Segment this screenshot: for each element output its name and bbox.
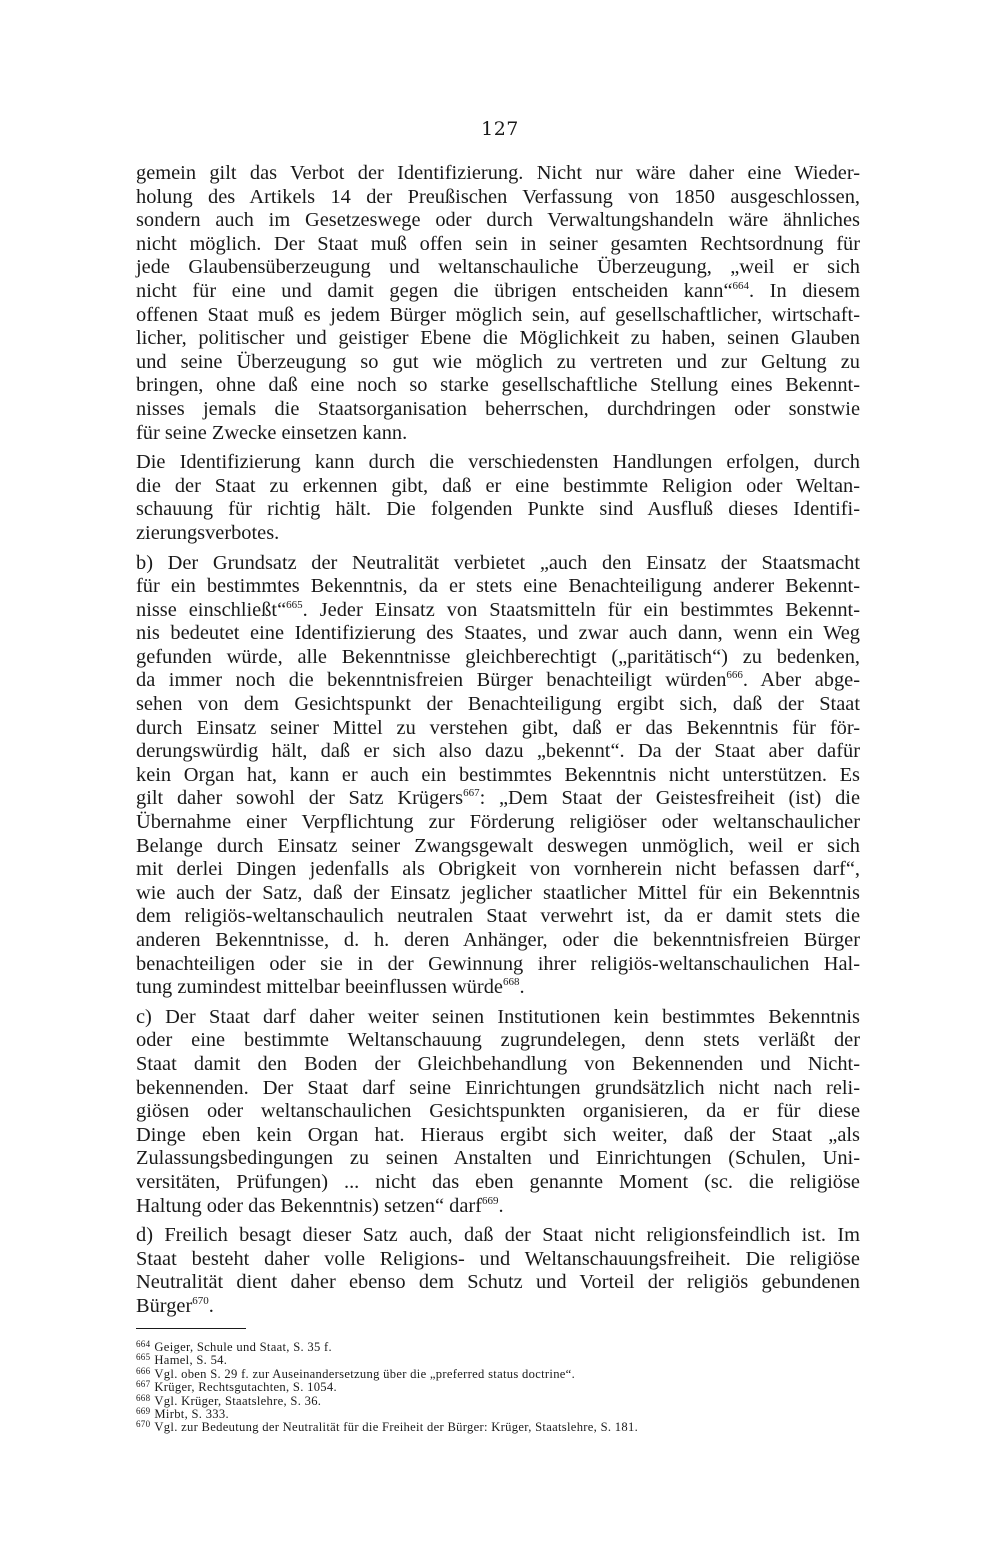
footnote-ref: 670 — [192, 1294, 209, 1307]
page-number: 127 — [481, 118, 519, 140]
text-line: sehen von dem Gesichtspunkt der Benachteiligung ergibt sich, daß der Staat — [136, 693, 860, 716]
text-line: anderen Bekenntnisse, d. h. deren Anhänger, oder die bekenntnisfreien Bürger — [136, 929, 860, 951]
text-line: dem religiös-weltanschaulich neutralen Staat verwehrt ist, da er damit stets die — [136, 905, 860, 928]
text-line: sondern auch im Gesetzeswege oder durch Verwaltungshandeln wäre ähnliches — [136, 209, 860, 232]
text-segment: . — [208, 1294, 214, 1317]
text-line: gefunden würde, alle Bekenntnisse gleichberechtigt („paritätisch“) zu bedenken, — [136, 645, 860, 668]
footnote-number: 664 — [136, 1339, 151, 1349]
text-line: licher, politischer und geistiger Ebene die Möglichkeit zu haben, seinen Glauben — [136, 327, 860, 350]
footnote — [136, 1381, 860, 1394]
footnote-number: 665 — [136, 1352, 151, 1363]
text-line: Staat besteht daher volle Religions- und Weltanschauungsfreiheit. Die religiöse — [136, 1247, 860, 1270]
text-line: die der Staat zu erkennen gibt, daß er eine bestimmte Religion oder Weltan- — [136, 474, 860, 497]
text-line: benachteiligen oder sie in der Gewinnung ihrer religiös-weltanschaulichen Hal- — [136, 952, 860, 975]
text-line: Übernahme einer Verpflichtung zur Förderung religiöser oder weltanschaulicher — [136, 811, 860, 834]
footnote-number: 667 — [136, 1379, 151, 1390]
footnote-number: 669 — [136, 1406, 151, 1417]
text-line: wie auch der Satz, daß der Einsatz jeglicher staatlicher Mittel für ein Bekenntnis — [136, 881, 860, 904]
text-line: holung des Artikels 14 der Preußischen Verfassung von 1850 ausgeschlossen, — [136, 185, 860, 208]
footnote — [136, 1354, 860, 1367]
text-line — [136, 787, 860, 811]
footnote-ref: 664 — [732, 279, 749, 292]
footnote-number: 668 — [136, 1392, 151, 1403]
text-line: oder eine bestimmte Weltanschauung zugrundelegen, denn stets verläßt der — [136, 1029, 860, 1052]
text-line: zierungsverbotes. — [136, 521, 280, 544]
text-line: giösen oder weltanschaulichen Gesichtspunkten organisieren, da er für diese — [136, 1100, 860, 1123]
text-line: derungswürdig hält, daß er sich also dazu „bekennt“. Da der Staat aber dafür — [136, 740, 860, 763]
footnote — [136, 1392, 860, 1408]
paragraph — [136, 1224, 860, 1318]
paragraph — [136, 451, 860, 545]
paragraph — [136, 552, 860, 1000]
text-segment: . Jeder Einsatz von Staatsmitteln für ein bestimmtes Bekennt- — [302, 598, 861, 621]
footnote-ref: 665 — [286, 598, 303, 611]
text-segment: . — [519, 976, 525, 999]
footnote-ref: 666 — [726, 669, 743, 682]
text-line: Zulassungsbedingungen zu seinen Anstalten und Einrichtungen (Schulen, Uni- — [136, 1147, 860, 1170]
text-line: nis bedeutet eine Identifizierung des Staates, und zwar auch dann, wenn ein Weg — [136, 622, 860, 645]
text-line: offenen Staat muß es jedem Bürger möglich sein, auf gesellschaftlicher, wirtschaft- — [136, 303, 860, 326]
text-line — [136, 599, 860, 623]
text-line: Die Identifizierung kann durch die verschiedensten Handlungen erfolgen, durch — [136, 451, 860, 474]
footnote-text: Hamel, S. 54. — [154, 1353, 228, 1368]
text-segment: tung zumindest mittelbar beeinflussen würde — [136, 976, 503, 999]
paragraph — [136, 1006, 860, 1218]
text-line — [136, 669, 860, 693]
footnote-ref: 669 — [481, 1194, 499, 1207]
body-text — [136, 162, 860, 1325]
footnote — [136, 1341, 860, 1354]
footnote — [136, 1421, 860, 1434]
text-segment: gilt daher sowohl der Satz Krügers — [136, 787, 464, 810]
text-segment: nisse einschließt“ — [136, 598, 287, 621]
text-line: jede Glaubensüberzeugung und weltanschauliche Überzeugung, „weil er sich — [136, 256, 860, 279]
footnote-text: Mirbt, S. 333. — [154, 1407, 229, 1422]
text-line: Dinge eben kein Organ hat. Hieraus ergibt sich weiter, daß der Staat „als — [136, 1123, 860, 1146]
text-line: Belange durch Einsatz seiner Zwangsgewalt deswegen unmöglich, weil er sich — [136, 834, 860, 857]
text-line: für seine Zwecke einsetzen kann. — [136, 421, 408, 444]
footnote-ref: 667 — [463, 787, 480, 800]
text-line: und seine Überzeugung so gut wie möglich zu vertreten und zur Geltung zu — [136, 350, 860, 373]
footnote-text: Vgl. Krüger, Staatslehre, S. 36. — [154, 1393, 322, 1408]
text-line: bekennenden. Der Staat darf seine Einrichtungen grundsätzlich nicht nach reli- — [136, 1076, 860, 1099]
footnote-number: 670 — [136, 1419, 151, 1430]
text-line: bringen, ohne daß eine noch so starke gesellschaftliche Stellung eines Bekennt- — [136, 374, 860, 397]
text-line — [136, 1295, 860, 1319]
text-line — [136, 1195, 860, 1219]
footnotes — [136, 1341, 860, 1435]
text-segment: nicht für eine und damit gegen die übrigen entscheiden kann“ — [136, 279, 733, 302]
text-line: Neutralität dient daher ebenso dem Schutz und Vorteil der religiös gebundenen — [136, 1271, 860, 1294]
text-segment: Haltung oder das Bekenntnis) setzen“ darf — [136, 1194, 482, 1217]
footnote-ref: 668 — [502, 976, 520, 989]
paragraph — [136, 162, 860, 445]
text-segment: da immer noch die bekenntnisfreien Bürger benachteiligt würden — [136, 669, 727, 692]
text-line: gemein gilt das Verbot der Identifizierung. Nicht nur wäre daher eine Wieder- — [136, 162, 860, 184]
text-line: Staat damit den Boden der Gleichbehandlung von Bekennenden und Nicht- — [136, 1052, 860, 1075]
text-segment: : „Dem Staat der Geistesfreiheit (ist) die — [479, 787, 860, 810]
text-segment: . Aber abge- — [742, 669, 860, 692]
text-line: durch Einsatz seiner Mittel zu verstehen gibt, daß er das Bekenntnis für för- — [136, 716, 860, 739]
text-line: nisses jemals die Staatsorganisation beherrschen, durchdringen oder sonstwie — [136, 397, 860, 420]
footnote-text: Geiger, Schule und Staat, S. 35 f. — [154, 1340, 332, 1354]
text-line — [136, 976, 860, 1000]
text-line: d) Freilich besagt dieser Satz auch, daß der Staat nicht religionsfeindlich ist. Im — [136, 1224, 860, 1247]
text-line: mit derlei Dingen jedenfalls als Obrigkeit von vornherein nicht befassen darf“, — [136, 858, 860, 881]
text-segment: . In diesem — [749, 279, 860, 302]
text-line: schauung für richtig hält. Die folgenden Punkte sind Ausfluß dieses Identifi- — [136, 498, 860, 521]
text-line: b) Der Grundsatz der Neutralität verbietet „auch den Einsatz der Staatsmacht — [136, 551, 860, 574]
text-line: nicht möglich. Der Staat muß offen sein in seiner gesamten Rechtsordnung für — [136, 232, 860, 255]
footnote-number: 666 — [136, 1365, 151, 1376]
text-line: versitäten, Prüfungen) ... nicht das eben genannte Moment (sc. die religiöse — [136, 1170, 860, 1193]
text-line: c) Der Staat darf daher weiter seinen Institutionen kein bestimmtes Bekenntnis — [136, 1005, 860, 1028]
text-line — [136, 280, 860, 304]
text-segment: . — [498, 1194, 504, 1217]
footnote-divider — [136, 1328, 246, 1329]
text-line: für ein bestimmtes Bekenntnis, da er stets eine Benachteiligung anderer Bekennt- — [136, 575, 860, 598]
footnote-text: Vgl. zur Bedeutung der Neutralität für die Freiheit der Bürger: Krüger, Staatslehre, S. 181. — [154, 1420, 639, 1435]
text-line: kein Organ hat, kann er auch ein bestimmtes Bekenntnis nicht unterstützen. Es — [136, 763, 860, 786]
footnote-text: Krüger, Rechtsgutachten, S. 1054. — [154, 1380, 337, 1395]
text-segment: Bürger — [136, 1294, 193, 1317]
footnote-text: Vgl. oben S. 29 f. zur Auseinandersetzung über die „preferred status doctrine“. — [154, 1366, 576, 1381]
